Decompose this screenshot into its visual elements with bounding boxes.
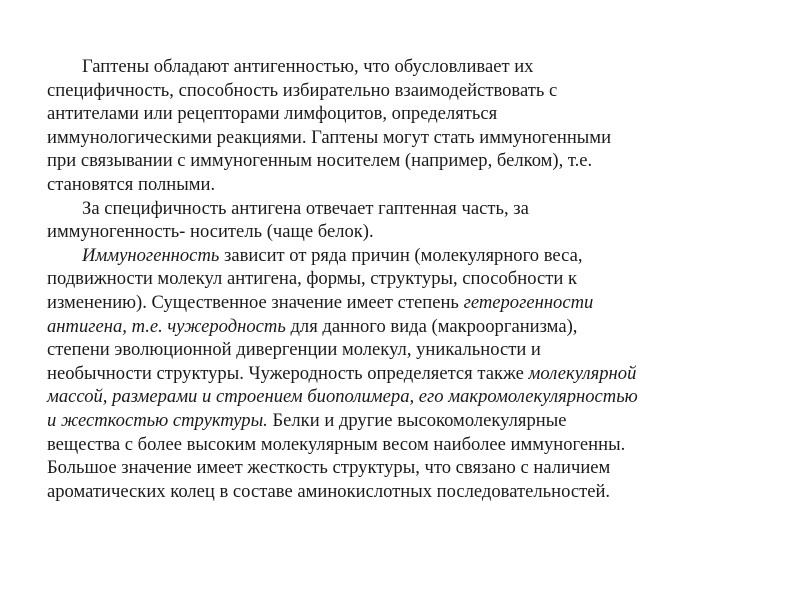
text-segment: антителами или рецепторами лимфоцитов, определяться xyxy=(47,103,498,125)
text-line xyxy=(47,385,767,409)
text-segment: иммунологическими реакциями. Гаптены могут стать иммуногенными xyxy=(47,126,612,148)
paragraph-2 xyxy=(47,197,767,244)
italic-text: массой, размерами и строением биополимера, его макромолекулярностью xyxy=(47,386,638,408)
text-segment: Большое значение имеет жесткость структуры, что связано с наличием xyxy=(47,457,611,479)
text-line xyxy=(47,149,767,173)
text-line xyxy=(47,456,767,480)
text-segment: зависит от ряда причин (молекулярного веса, xyxy=(219,244,583,266)
text-line xyxy=(47,79,767,103)
body-text xyxy=(47,55,767,503)
text-segment: необычности структуры. Чужеродность определяется также xyxy=(47,362,529,384)
text-line xyxy=(47,220,767,244)
text-line xyxy=(47,55,767,79)
text-line xyxy=(47,102,767,126)
text-line xyxy=(47,338,767,362)
italic-text: Иммуногенность xyxy=(82,244,220,266)
text-line xyxy=(47,480,767,504)
text-line xyxy=(47,362,767,386)
text-segment: степени эволюционной дивергенции молекул, уникальности и xyxy=(47,339,541,361)
text-segment: Гаптены обладают антигенностью, что обусловливает их xyxy=(82,56,534,77)
italic-text: и жесткостью структуры. xyxy=(47,409,268,431)
text-segment: иммуногенность- носитель (чаще белок). xyxy=(47,221,374,243)
italic-text: антигена, т.е. чужеродность xyxy=(47,315,286,337)
paragraph-1 xyxy=(47,55,767,197)
text-line xyxy=(47,173,767,197)
text-segment: ароматических колец в составе аминокислотных последовательностей. xyxy=(47,480,611,502)
text-segment: За специфичность антигена отвечает гаптенная часть, за xyxy=(82,197,529,219)
italic-text: молекулярной xyxy=(528,362,637,384)
text-line xyxy=(47,244,767,268)
text-segment: для данного вида (макроорганизма), xyxy=(285,315,578,337)
text-line xyxy=(47,197,767,221)
text-segment: Белки и другие высокомолекулярные xyxy=(267,409,567,431)
text-segment: становятся полными. xyxy=(47,173,216,195)
italic-text: гетерогенности xyxy=(463,291,594,313)
text-line xyxy=(47,126,767,150)
text-segment: изменению). Существенное значение имеет степень xyxy=(47,291,464,313)
text-line xyxy=(47,315,767,339)
text-segment: подвижности молекул антигена, формы, структуры, способности к xyxy=(47,268,577,290)
text-segment: специфичность, способность избирательно взаимодействовать с xyxy=(47,79,558,101)
text-segment: при связывании с иммуногенным носителем (например, белком), т.е. xyxy=(47,150,593,172)
text-line xyxy=(47,409,767,433)
text-line xyxy=(47,267,767,291)
paragraph-3 xyxy=(47,244,767,504)
text-segment: вещества с более высоким молекулярным весом наиболее иммуногенны. xyxy=(47,433,626,455)
text-line xyxy=(47,291,767,315)
text-line xyxy=(47,433,767,457)
